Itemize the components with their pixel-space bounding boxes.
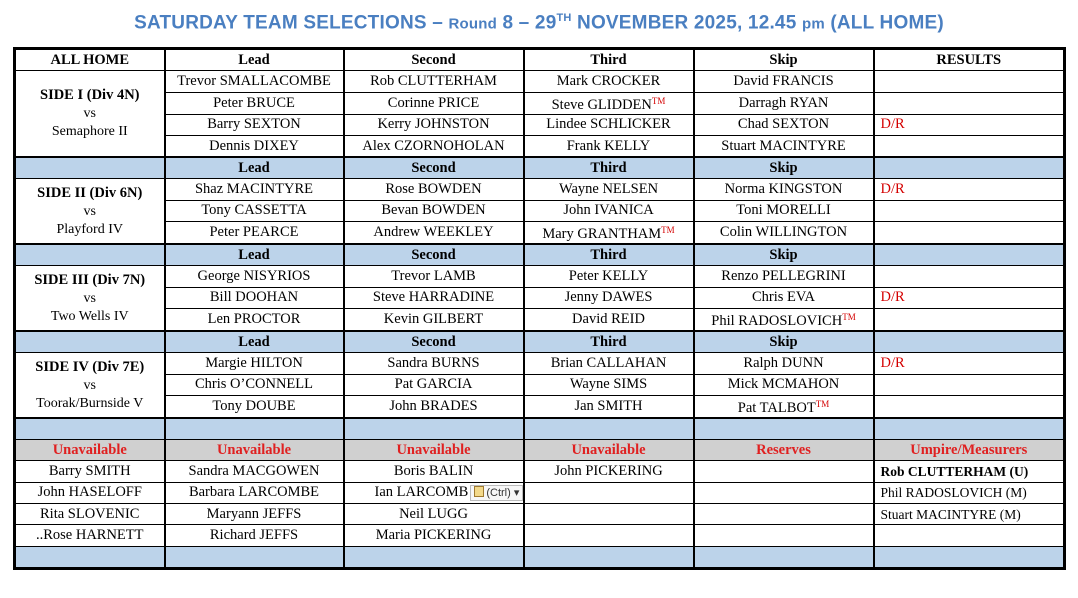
availability-cell-text: Boris BALIN xyxy=(393,463,474,480)
player-lead xyxy=(165,374,344,395)
position-header xyxy=(694,331,874,353)
rink-row xyxy=(15,287,1065,308)
result-cell xyxy=(874,395,1065,418)
player-skip xyxy=(694,287,874,308)
player-skip xyxy=(694,135,874,157)
player-lead-text: Tony CASSETTA xyxy=(201,202,307,219)
player-second xyxy=(344,395,524,418)
player-skip xyxy=(694,92,874,114)
availability-cell xyxy=(344,482,524,503)
side-vs: vs xyxy=(83,290,96,306)
player-second-text: Rob CLUTTERHAM xyxy=(370,72,497,89)
player-third-text: Lindee SCHLICKER xyxy=(546,116,671,133)
player-skip-text: Renzo PELLEGRINI xyxy=(721,268,846,285)
player-second xyxy=(344,92,524,114)
side-opponent: Semaphore II xyxy=(51,124,128,140)
position-header-text: Third xyxy=(590,159,627,176)
position-header xyxy=(524,157,694,179)
availability-cell-text: John HASELOFF xyxy=(37,484,142,501)
player-lead xyxy=(165,353,344,374)
player-second-text: Corinne PRICE xyxy=(387,94,480,111)
player-lead xyxy=(165,266,344,287)
blank-cell xyxy=(524,418,694,440)
availability-header-text: Umpire/Measurers xyxy=(910,441,1028,458)
player-second-text: Trevor LAMB xyxy=(391,268,476,285)
result-cell xyxy=(874,135,1065,157)
position-header xyxy=(344,157,524,179)
blank-cell xyxy=(524,546,694,568)
player-lead-text: George NISYRIOS xyxy=(197,268,311,285)
blank-cell xyxy=(874,244,1065,266)
blank-cell xyxy=(694,418,874,440)
position-header xyxy=(165,244,344,266)
blank-cell xyxy=(15,157,165,179)
player-second-text: Pat GARCIA xyxy=(394,376,473,393)
column-header xyxy=(15,49,165,71)
side-name: SIDE IV (Div 7E) xyxy=(35,358,145,375)
availability-header xyxy=(524,440,694,461)
position-header-text: Third xyxy=(590,333,627,350)
availability-cell-text: Ian LARCOMB xyxy=(374,484,469,501)
column-header-text: Third xyxy=(590,51,627,68)
player-lead-text: Peter PEARCE xyxy=(209,224,299,241)
player-third-text: Frank KELLY xyxy=(566,137,651,154)
result-cell xyxy=(874,374,1065,395)
player-lead xyxy=(165,135,344,157)
player-lead xyxy=(165,308,344,331)
availability-row xyxy=(15,525,1065,546)
availability-cell-text: Maryann JEFFS xyxy=(206,505,302,522)
player-second xyxy=(344,135,524,157)
player-third-text: David REID xyxy=(572,310,645,327)
result-cell xyxy=(874,200,1065,221)
position-header xyxy=(165,331,344,353)
availability-cell xyxy=(874,525,1065,546)
player-third xyxy=(524,114,694,135)
side-label xyxy=(15,353,165,418)
position-header-text: Skip xyxy=(769,333,798,350)
blank-cell xyxy=(874,418,1065,440)
player-skip-text: Mick MCMAHON xyxy=(727,376,840,393)
availability-header xyxy=(15,440,165,461)
position-header xyxy=(524,244,694,266)
column-header xyxy=(874,49,1065,71)
player-third xyxy=(524,92,694,114)
player-third xyxy=(524,200,694,221)
result-cell xyxy=(874,222,1065,245)
availability-cell xyxy=(524,482,694,503)
availability-row xyxy=(15,504,1065,525)
title-suffix: (ALL HOME) xyxy=(830,12,944,34)
player-third xyxy=(524,179,694,200)
player-lead-text: Dennis DIXEY xyxy=(209,137,299,154)
availability-header-text: Reserves xyxy=(756,441,811,458)
paste-options-button[interactable] xyxy=(470,485,523,501)
player-second-text: John BRADES xyxy=(389,397,478,414)
player-lead xyxy=(165,179,344,200)
player-skip-text: Chris EVA xyxy=(752,289,815,306)
player-skip xyxy=(694,374,874,395)
player-lead-text: Margie HILTON xyxy=(205,354,303,371)
rink-row xyxy=(15,353,1065,374)
player-third-text: Mary GRANTHAM xyxy=(542,226,662,243)
rink-row xyxy=(15,135,1065,157)
availability-cell xyxy=(344,525,524,546)
side-vs: vs xyxy=(83,203,96,219)
availability-row xyxy=(15,461,1065,482)
position-header-text: Lead xyxy=(238,159,270,176)
player-third xyxy=(524,222,694,245)
player-lead xyxy=(165,200,344,221)
availability-cell-text: Phil RADOSLOVICH (M) xyxy=(880,485,1027,501)
position-header xyxy=(344,331,524,353)
availability-cell xyxy=(165,461,344,482)
position-header-text: Skip xyxy=(769,246,798,263)
availability-cell xyxy=(165,482,344,503)
availability-cell xyxy=(524,461,694,482)
blank-cell xyxy=(344,546,524,568)
player-skip xyxy=(694,353,874,374)
player-third xyxy=(524,353,694,374)
player-lead-text: Bill DOOHAN xyxy=(209,289,299,306)
availability-cell xyxy=(524,504,694,525)
player-lead-text: Barry SEXTON xyxy=(207,116,301,133)
player-second-text: Bevan BOWDEN xyxy=(381,202,486,219)
availability-cell-text: John PICKERING xyxy=(554,463,663,480)
player-skip-text: Norma KINGSTON xyxy=(724,181,843,198)
player-third-text: Jenny DAWES xyxy=(564,289,653,306)
player-second-text: Kerry JOHNSTON xyxy=(377,116,490,133)
footer-row xyxy=(15,546,1065,568)
player-skip xyxy=(694,179,874,200)
side-vs: vs xyxy=(83,377,96,393)
player-skip xyxy=(694,395,874,418)
player-third-text: Mark CROCKER xyxy=(556,72,661,89)
player-third xyxy=(524,287,694,308)
blank-cell xyxy=(874,157,1065,179)
side-opponent: Two Wells IV xyxy=(50,308,129,324)
result-cell-text: D/R xyxy=(880,289,905,306)
player-third-text: Wayne NELSEN xyxy=(558,181,659,198)
player-skip-text: Phil RADOSLOVICH xyxy=(711,312,843,329)
availability-header xyxy=(874,440,1065,461)
player-lead-text: Trevor SMALLACOMBE xyxy=(177,72,331,89)
side-label xyxy=(15,71,165,157)
position-header-row xyxy=(15,157,1065,179)
column-header xyxy=(344,49,524,71)
availability-cell-text: Stuart MACINTYRE (M) xyxy=(880,506,1021,522)
rink-row xyxy=(15,374,1065,395)
title-round-number: 8 – 29 xyxy=(502,12,557,34)
availability-row xyxy=(15,482,1065,503)
trademark-mark: TM xyxy=(651,95,666,106)
player-second xyxy=(344,287,524,308)
player-lead xyxy=(165,114,344,135)
paste-options-label: (Ctrl) ▾ xyxy=(486,487,520,500)
column-header xyxy=(524,49,694,71)
availability-cell xyxy=(874,482,1065,503)
side-name: SIDE I (Div 4N) xyxy=(40,87,140,104)
result-cell xyxy=(874,179,1065,200)
blank-cell xyxy=(15,244,165,266)
rink-row xyxy=(15,395,1065,418)
availability-header-row xyxy=(15,440,1065,461)
player-second xyxy=(344,200,524,221)
player-second xyxy=(344,374,524,395)
rink-row xyxy=(15,179,1065,200)
result-cell xyxy=(874,71,1065,92)
rink-row xyxy=(15,222,1065,245)
player-skip-text: Colin WILLINGTON xyxy=(719,224,848,241)
availability-cell xyxy=(694,482,874,503)
availability-cell-text: Barbara LARCOMBE xyxy=(188,484,320,501)
availability-cell-text: Barry SMITH xyxy=(48,463,131,480)
player-lead-text: Len PROCTOR xyxy=(207,310,301,327)
clipboard-icon xyxy=(474,486,484,497)
rink-row xyxy=(15,92,1065,114)
result-cell-text: D/R xyxy=(880,181,905,198)
player-third xyxy=(524,374,694,395)
position-header-row xyxy=(15,331,1065,353)
title-main: SATURDAY TEAM SELECTIONS – xyxy=(134,12,449,34)
player-second xyxy=(344,222,524,245)
position-header-text: Lead xyxy=(238,246,270,263)
player-second-text: Kevin GILBERT xyxy=(383,310,484,327)
result-cell xyxy=(874,114,1065,135)
player-third xyxy=(524,71,694,92)
availability-cell xyxy=(874,504,1065,525)
player-skip-text: Darragh RYAN xyxy=(738,94,829,111)
player-third xyxy=(524,308,694,331)
availability-cell xyxy=(344,461,524,482)
availability-header-text: Unavailable xyxy=(396,441,471,458)
player-lead xyxy=(165,222,344,245)
result-cell xyxy=(874,92,1065,114)
player-third xyxy=(524,135,694,157)
player-lead-text: Peter BRUCE xyxy=(213,94,295,111)
result-cell xyxy=(874,353,1065,374)
blank-cell xyxy=(15,546,165,568)
player-skip-text: Stuart MACINTYRE xyxy=(721,137,846,154)
player-skip xyxy=(694,200,874,221)
result-cell xyxy=(874,308,1065,331)
availability-header xyxy=(694,440,874,461)
position-header-text: Second xyxy=(411,159,456,176)
result-cell xyxy=(874,266,1065,287)
player-lead xyxy=(165,71,344,92)
position-header-text: Skip xyxy=(769,159,798,176)
title-date: NOVEMBER 2025, 12.45 xyxy=(577,12,797,34)
player-third xyxy=(524,266,694,287)
blank-cell xyxy=(874,331,1065,353)
side-name: SIDE II (Div 6N) xyxy=(37,184,143,201)
position-header xyxy=(694,244,874,266)
player-skip xyxy=(694,266,874,287)
availability-cell xyxy=(165,525,344,546)
side-name: SIDE III (Div 7N) xyxy=(34,271,146,288)
rink-row xyxy=(15,114,1065,135)
blank-cell xyxy=(344,418,524,440)
player-second-text: Andrew WEEKLEY xyxy=(373,224,494,241)
result-cell xyxy=(874,287,1065,308)
availability-cell-text: Neil LUGG xyxy=(399,505,468,522)
position-header-text: Second xyxy=(411,246,456,263)
availability-cell xyxy=(15,525,165,546)
availability-header-text: Unavailable xyxy=(52,441,127,458)
availability-cell xyxy=(165,504,344,525)
availability-header xyxy=(344,440,524,461)
player-second xyxy=(344,71,524,92)
player-second-text: Sandra BURNS xyxy=(387,354,480,371)
availability-cell-text: Richard JEFFS xyxy=(209,526,299,543)
player-skip xyxy=(694,71,874,92)
player-lead xyxy=(165,92,344,114)
availability-cell-text: Rita SLOVENIC xyxy=(40,505,140,522)
position-header-text: Lead xyxy=(238,333,270,350)
rink-row xyxy=(15,200,1065,221)
player-second xyxy=(344,179,524,200)
player-lead-text: Shaz MACINTYRE xyxy=(194,181,313,198)
availability-cell xyxy=(874,461,1065,482)
player-third xyxy=(524,395,694,418)
player-second xyxy=(344,353,524,374)
player-skip xyxy=(694,222,874,245)
player-second-text: Alex CZORNOHOLAN xyxy=(362,137,505,154)
availability-cell-text: Maria PICKERING xyxy=(375,526,492,543)
column-header-text: RESULTS xyxy=(936,51,1002,68)
position-header xyxy=(694,157,874,179)
column-header-text: Skip xyxy=(769,51,798,68)
player-lead xyxy=(165,287,344,308)
player-lead-text: Chris O’CONNELL xyxy=(194,376,313,393)
title-pm: pm xyxy=(801,15,825,33)
player-second-text: Steve HARRADINE xyxy=(372,289,495,306)
player-skip-text: David FRANCIS xyxy=(733,72,834,89)
position-header-text: Second xyxy=(411,333,456,350)
availability-cell xyxy=(15,482,165,503)
column-header xyxy=(165,49,344,71)
availability-header xyxy=(165,440,344,461)
column-header xyxy=(694,49,874,71)
blank-cell xyxy=(165,546,344,568)
blank-cell xyxy=(15,418,165,440)
title-date-superscript: TH xyxy=(556,12,572,24)
availability-cell xyxy=(694,504,874,525)
player-third-text: Peter KELLY xyxy=(568,268,649,285)
player-third-text: John IVANICA xyxy=(563,202,654,219)
position-header-row xyxy=(15,244,1065,266)
availability-cell xyxy=(15,461,165,482)
title-round-word: Round xyxy=(448,15,497,33)
availability-cell xyxy=(694,525,874,546)
player-second xyxy=(344,266,524,287)
availability-cell xyxy=(15,504,165,525)
side-vs: vs xyxy=(83,106,96,122)
separator-row xyxy=(15,418,1065,440)
result-cell-text: D/R xyxy=(880,116,905,133)
position-header xyxy=(165,157,344,179)
availability-cell-text: Sandra MACGOWEN xyxy=(188,463,320,480)
availability-cell xyxy=(344,504,524,525)
header-row xyxy=(15,49,1065,71)
availability-cell-text: Rob CLUTTERHAM (U) xyxy=(880,464,1029,480)
player-lead xyxy=(165,395,344,418)
side-label xyxy=(15,266,165,331)
availability-header-text: Unavailable xyxy=(571,441,646,458)
trademark-mark: TM xyxy=(661,225,675,236)
player-third-text: Brian CALLAHAN xyxy=(550,354,667,371)
side-opponent: Toorak/Burnside V xyxy=(36,395,144,411)
player-lead-text: Tony DOUBE xyxy=(212,397,296,414)
availability-cell xyxy=(694,461,874,482)
column-header-text: ALL HOME xyxy=(50,51,130,68)
player-second-text: Rose BOWDEN xyxy=(385,181,482,198)
player-skip-text: Ralph DUNN xyxy=(743,354,824,371)
trademark-mark: TM xyxy=(815,398,830,409)
rink-row xyxy=(15,71,1065,92)
position-header-text: Third xyxy=(590,246,627,263)
selections-table xyxy=(13,47,1066,570)
blank-cell xyxy=(874,546,1065,568)
side-label xyxy=(15,179,165,244)
availability-header-text: Unavailable xyxy=(216,441,292,458)
side-opponent: Playford IV xyxy=(56,221,123,237)
blank-cell xyxy=(165,418,344,440)
blank-cell xyxy=(15,331,165,353)
player-second xyxy=(344,114,524,135)
player-skip-text: Pat TALBOT xyxy=(737,399,816,416)
availability-cell-text: ..Rose HARNETT xyxy=(35,526,144,543)
player-third-text: Wayne SIMS xyxy=(569,376,648,393)
column-header-text: Second xyxy=(411,51,456,68)
player-third-text: Steve GLIDDEN xyxy=(551,96,652,113)
player-skip xyxy=(694,114,874,135)
position-header xyxy=(344,244,524,266)
result-cell-text: D/R xyxy=(880,354,905,371)
player-skip xyxy=(694,308,874,331)
player-third-text: Jan SMITH xyxy=(574,397,643,414)
availability-cell xyxy=(524,525,694,546)
blank-cell xyxy=(694,546,874,568)
rink-row xyxy=(15,308,1065,331)
rink-row xyxy=(15,266,1065,287)
column-header-text: Lead xyxy=(238,51,270,68)
trademark-mark: TM xyxy=(842,311,856,322)
player-skip-text: Toni MORELLI xyxy=(736,202,831,219)
player-second xyxy=(344,308,524,331)
page-title xyxy=(0,12,1078,34)
position-header xyxy=(524,331,694,353)
player-skip-text: Chad SEXTON xyxy=(737,116,830,133)
